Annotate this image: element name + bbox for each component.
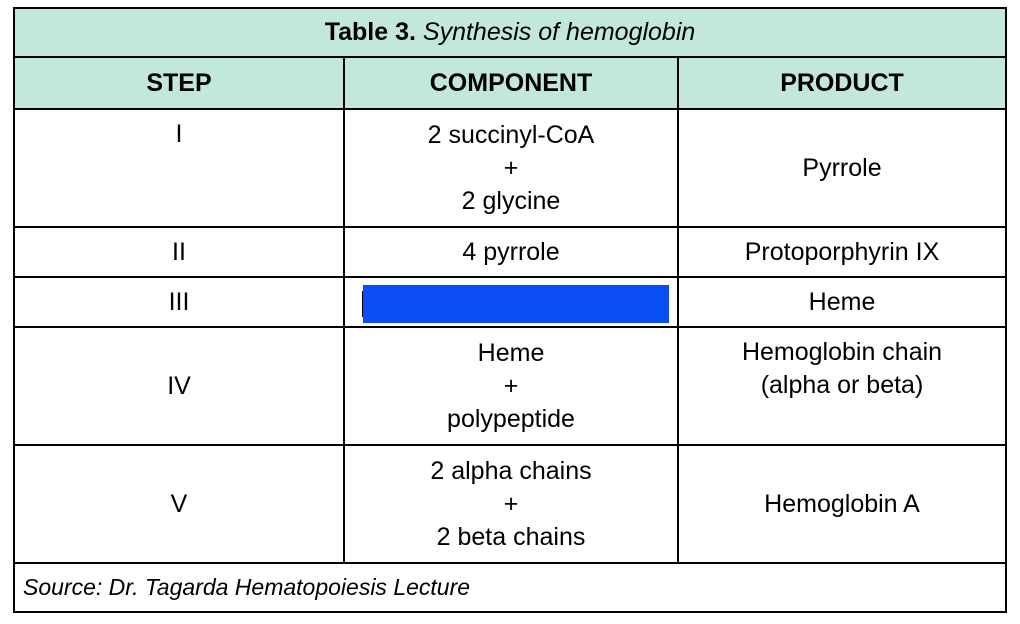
redaction-highlight[interactable] (363, 285, 669, 323)
component-line: + (503, 371, 519, 400)
component-line: 4 pyrrole (462, 237, 560, 266)
table-row (14, 277, 1006, 327)
product-line: Pyrrole (802, 153, 882, 182)
product-line: Hemoglobin chain (741, 338, 943, 366)
component-line: 2 succinyl-CoA (427, 120, 595, 149)
product-cell (678, 227, 1006, 277)
component-cell (344, 445, 678, 563)
table-source-note: Source: Dr. Tagarda Hematopoiesis Lecture (14, 563, 1006, 612)
header-step: STEP (14, 57, 344, 109)
product-line: Heme (808, 287, 876, 316)
step-cell: II (14, 227, 344, 277)
header-component: COMPONENT (344, 57, 678, 109)
product-cell (678, 109, 1006, 227)
component-cell[interactable] (344, 277, 678, 327)
component-line: + (503, 153, 519, 182)
step-cell: I (14, 109, 344, 227)
product-line: (alpha or beta) (760, 371, 924, 399)
component-cell (344, 227, 678, 277)
table-row (14, 109, 1006, 227)
table-row (14, 445, 1006, 563)
product-cell (678, 327, 1006, 445)
product-cell (678, 445, 1006, 563)
component-line: 2 glycine (461, 186, 561, 215)
product-cell (678, 277, 1006, 327)
product-line: Protoporphyrin IX (744, 237, 940, 266)
table-title-label: Table 3. (324, 18, 416, 46)
table-title-caption: Synthesis of hemoglobin (422, 18, 696, 46)
product-line: Hemoglobin A (764, 489, 920, 518)
component-line: polypeptide (447, 404, 575, 433)
header-product: PRODUCT (678, 57, 1006, 109)
step-cell: V (14, 445, 344, 563)
hemoglobin-synthesis-table (13, 7, 1007, 613)
step-cell: III (14, 277, 344, 327)
component-line: 2 alpha chains (430, 456, 592, 485)
table-row (14, 227, 1006, 277)
component-line: Heme (477, 338, 545, 367)
component-line: + (503, 489, 519, 518)
component-line: 2 beta chains (436, 522, 586, 551)
component-cell (344, 327, 678, 445)
component-cell (344, 109, 678, 227)
table-title (14, 8, 1006, 57)
table-row (14, 327, 1006, 445)
step-cell: IV (14, 327, 344, 445)
